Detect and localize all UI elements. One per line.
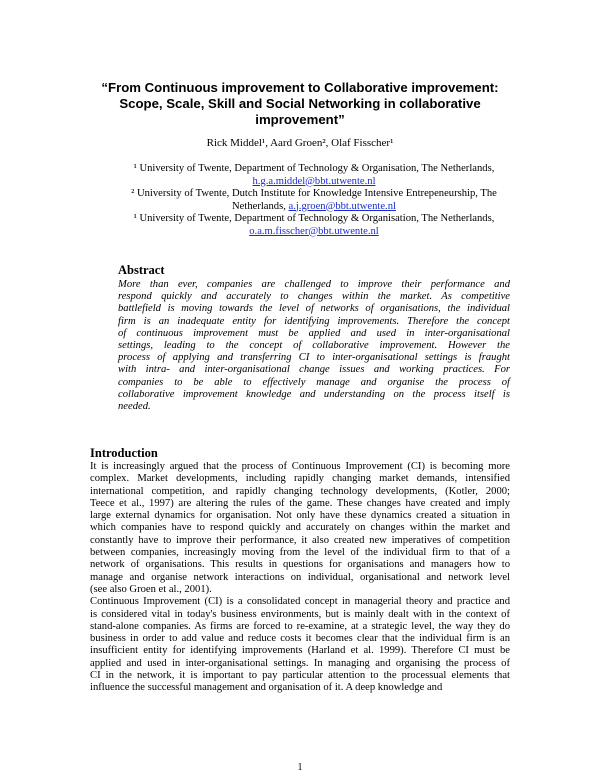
introduction-line: It is increasingly argued that the process of Continuous Improvement (CI) is becoming more bbox=[90, 461, 510, 472]
affiliation-1: ¹ University of Twente, Department of Technology & Organisation, The Netherlands, bbox=[133, 163, 495, 174]
introduction-line: network of organisations. This results in questions for organisations and managers how to bbox=[90, 559, 510, 571]
introduction-line: complex. Market developments, including rapidly changing market demands, intensified bbox=[90, 473, 510, 485]
introduction-line: business in order to add value and reduce costs it becomes clear that the individual firm is an bbox=[90, 633, 510, 645]
introduction-line: influence the successful management and organisation of it. A deep knowledge and bbox=[90, 682, 443, 694]
abstract-line: battlefield is moving towards the level of networks of organisations, the individual bbox=[118, 303, 510, 315]
introduction-line: Continuous Improvement (CI) is a consolidated concept in managerial theory and practice and bbox=[90, 596, 510, 608]
title-line-2: Scope, Scale, Skill and Social Networking in collaborative bbox=[119, 96, 481, 111]
affiliations bbox=[118, 163, 510, 238]
title-line-1: “From Continuous improvement to Collaborative improvement: bbox=[101, 80, 499, 95]
abstract-line: needed. bbox=[118, 401, 151, 413]
introduction-line: is considered vital in today's business environments, but is mainly dealt with in the context of bbox=[90, 608, 510, 620]
affiliation-2-cont: Netherlands, bbox=[232, 200, 289, 212]
introduction-line: stand-alone companies. As firms are forced to re-examine, at a strategic level, the way they do bbox=[90, 620, 510, 632]
abstract-body bbox=[118, 279, 510, 413]
author-list: Rick Middel¹, Aard Groen², Olaf Fisscher¹ bbox=[206, 137, 394, 149]
email-link-middel[interactable]: h.g.a.middel@bbt.utwente.nl bbox=[252, 175, 376, 187]
introduction-line: (see also Groen et al., 2001). bbox=[90, 583, 212, 595]
abstract-line: More than ever, companies are challenged to improve their performance and bbox=[118, 279, 510, 290]
introduction-line: between companies, increasingly moving from the level of the individual firm to that of a bbox=[90, 547, 510, 559]
title-line-3: improvement” bbox=[255, 112, 345, 127]
introduction-line: which companies have to respond quickly and accurately on changes within the market and bbox=[90, 522, 510, 534]
introduction-line: large external dynamics for organisation. Not only have these dynamics created a situation in bbox=[90, 510, 510, 522]
affiliation-3: ¹ University of Twente, Department of Technology & Organisation, The Netherlands, bbox=[133, 213, 495, 224]
introduction-line: international competition, and rapidly changing technology developments, (Kotler, 2000; bbox=[90, 485, 510, 497]
affiliation-2: ² University of Twente, Dutch Institute for Knowledge Intensive Entrepeneurship, The bbox=[131, 188, 497, 199]
abstract-heading: Abstract bbox=[118, 263, 165, 277]
email-link-groen[interactable]: a.j.groen@bbt.utwente.nl bbox=[288, 200, 396, 212]
introduction-line: Teece et al., 1997) are altering the rules of the game. These changes have created and imply bbox=[90, 497, 510, 509]
paper-title bbox=[95, 80, 505, 128]
email-link-fisscher[interactable]: o.a.m.fisscher@bbt.utwente.nl bbox=[249, 225, 379, 237]
introduction-heading: Introduction bbox=[90, 446, 158, 460]
abstract-line: of continuous improvement must be applied and used in inter-organisational bbox=[118, 327, 510, 339]
introduction-line: CI in the network, it is important to pay particular attention to the processual elements that bbox=[90, 670, 510, 682]
introduction-line: applied and used in inter-organisational settings. In managing and organising the process of bbox=[90, 657, 510, 669]
abstract-line: with intra- and inter-organisational change issues and working practices. For bbox=[118, 364, 510, 376]
abstract-line: respond quickly and accurately to changes within the market. As competitive bbox=[118, 291, 510, 303]
introduction-line: manage and organise network interactions on individual, organisational and network level bbox=[90, 571, 510, 583]
abstract-line: process of applying and transferring CI to inter-organisational settings is fraught bbox=[118, 352, 510, 364]
introduction-line: insufficient entity for identifying improvements (Harland et al. 1999). Therefore CI must be bbox=[90, 645, 510, 657]
abstract-line: settings, leading to the concept of collaborative improvement. However the bbox=[118, 340, 510, 352]
abstract-line: companies to be able to effectively manage and organise the process of bbox=[118, 376, 510, 388]
introduction-body bbox=[90, 461, 510, 695]
abstract-line: firm is an inadequate entity for identifying improvements. Therefore the concept bbox=[118, 315, 510, 327]
page-number: 1 bbox=[297, 762, 303, 773]
abstract-line: collaborative improvement knowledge and understanding on the process itself is bbox=[118, 388, 510, 400]
introduction-line: constantly have to improve their performance, it also created new imperatives of competition bbox=[90, 534, 510, 546]
